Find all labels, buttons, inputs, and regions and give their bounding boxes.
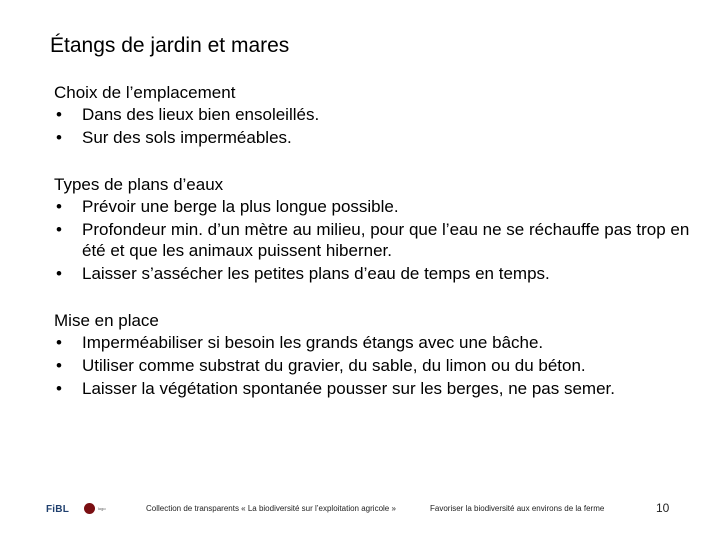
bullet-item — [54, 378, 694, 399]
section-heading: Types de plans d’eaux — [54, 175, 224, 194]
bullet-item — [54, 127, 694, 148]
bullet-text: Imperméabiliser si besoin les grands étangs avec une bâche. — [82, 333, 544, 352]
bullet-text: Laisser la végétation spontanée pousser sur les berges, ne pas semer. — [82, 379, 615, 398]
section-heading: Choix de l’emplacement — [54, 83, 236, 102]
footer-collection-text: Collection de transparents « La biodiversité sur l’exploitation agricole » — [146, 504, 396, 513]
section-emplacement — [54, 82, 694, 148]
bullet-text: Laisser s’assécher les petites plans d’eau de temps en temps. — [82, 264, 550, 283]
footer-topic-text: Favoriser la biodiversité aux environs de la ferme — [430, 504, 605, 513]
bullet-icon: • — [56, 264, 62, 283]
bullet-item — [54, 263, 694, 284]
section-heading: Mise en place — [54, 311, 159, 330]
bullet-item — [54, 355, 694, 376]
section-types — [54, 174, 694, 284]
bullet-item — [54, 332, 694, 353]
bullet-text: Profondeur min. d’un mètre au milieu, pour que l’eau ne se réchauffe pas trop en été et que les animaux puissent hiberner. — [82, 220, 690, 260]
bullet-icon: • — [56, 105, 62, 124]
bullet-text: Utiliser comme substrat du gravier, du sable, du limon ou du béton. — [82, 356, 586, 375]
bullet-text: Dans des lieux bien ensoleillés. — [82, 105, 320, 124]
slide-content — [54, 82, 694, 425]
bullet-list — [54, 332, 694, 399]
bullet-icon: • — [56, 356, 62, 375]
partner-logo — [84, 503, 106, 514]
bullet-text: Sur des sols imperméables. — [82, 128, 292, 147]
slide-title: Étangs de jardin et mares — [50, 34, 290, 57]
bullet-icon: • — [56, 333, 62, 352]
bullet-list — [54, 196, 694, 284]
bullet-icon: • — [56, 220, 62, 239]
bullet-text: Prévoir une berge la plus longue possible. — [82, 197, 399, 216]
section-mise-en-place — [54, 310, 694, 399]
partner-logo-text: logo — [98, 506, 106, 511]
bullet-item — [54, 104, 694, 125]
bullet-icon: • — [56, 128, 62, 147]
bullet-item — [54, 196, 694, 217]
partner-mark-icon — [84, 503, 95, 514]
bullet-icon: • — [56, 197, 62, 216]
slide-footer — [0, 496, 720, 540]
fibl-logo: FiBL — [46, 504, 70, 515]
bullet-item — [54, 219, 694, 261]
bullet-icon: • — [56, 379, 62, 398]
bullet-list — [54, 104, 694, 148]
page-number: 10 — [656, 501, 670, 515]
